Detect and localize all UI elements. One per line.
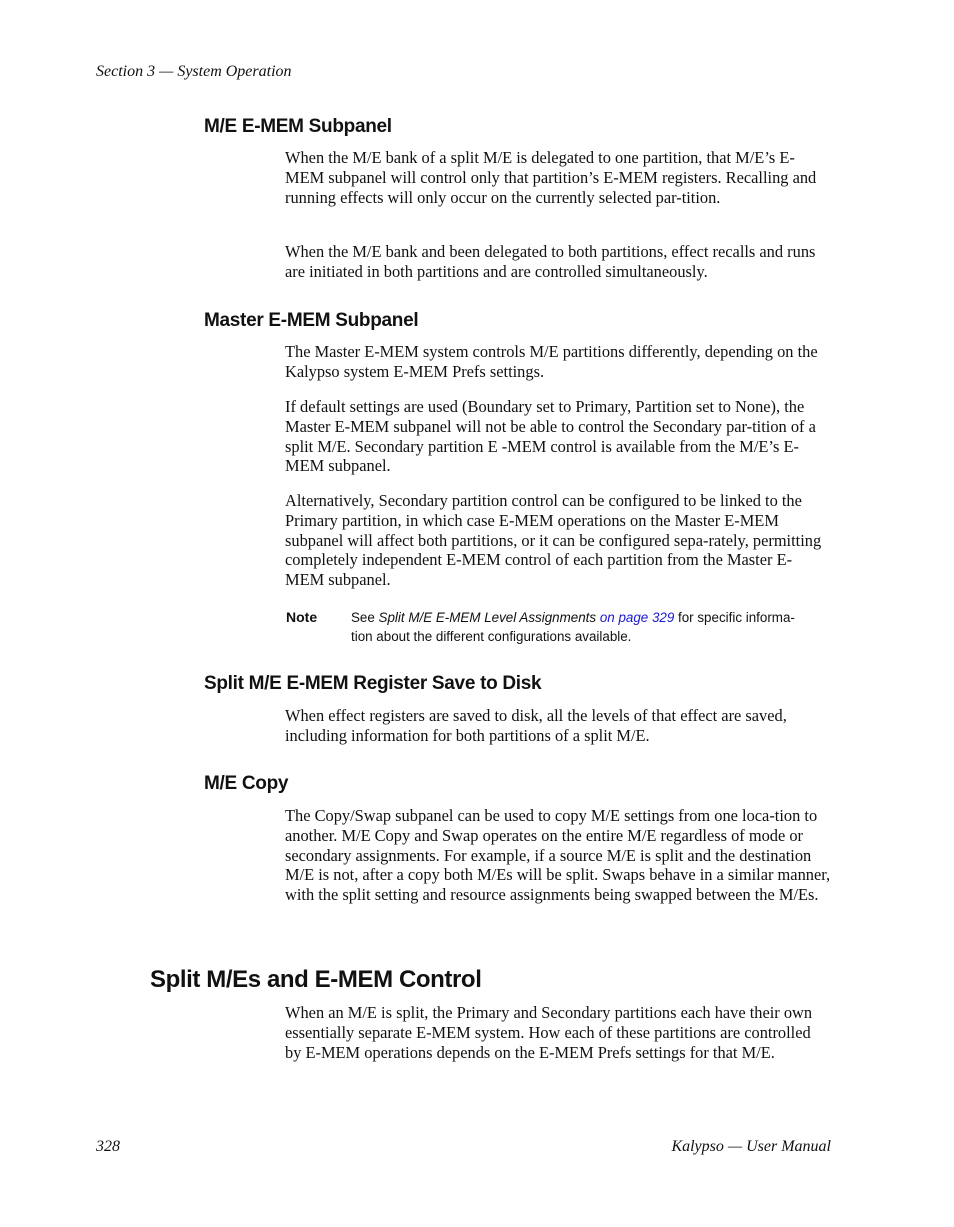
running-head: Section 3 — System Operation — [96, 63, 292, 80]
paragraph: The Master E-MEM system controls M/E partitions differently, depending on the Kalypso system E-MEM Prefs settings. — [285, 342, 818, 381]
page-number: 328 — [96, 1138, 120, 1155]
heading-split-mes-emem-control: Split M/Es and E-MEM Control — [150, 966, 482, 993]
paragraph: Alternatively, Secondary partition control can be configured to be linked to the Primary partition, in which case E-MEM operations on the Master E-MEM subpanel will affect both partitions, or it can be configured sepa-rately, permitting completely independent E-MEM control of each partition from the Master E-MEM subpanel. — [285, 491, 822, 590]
paragraph: When the M/E bank of a split M/E is delegated to one partition, that M/E’s E-MEM subpanel will control only that partition’s E-MEM registers. Recalling and running effects will only occur on the currently selected par-tition. — [285, 148, 817, 207]
paragraph: If default settings are used (Boundary set to Primary, Partition set to None), the Master E-MEM subpanel will not be able to control the Secondary par-tition of a split M/E. Secondary partition E -MEM control is available from the M/E’s E-MEM subpanel. — [285, 397, 816, 476]
note-reference-title: Split M/E E-MEM Level Assignments — [378, 610, 597, 625]
manual-title: Kalypso — User Manual — [671, 1138, 831, 1155]
note-suffix: for specific informa-tion about the different configurations available. — [351, 610, 795, 644]
note-label: Note — [286, 609, 318, 625]
heading-me-copy: M/E Copy — [204, 773, 289, 794]
heading-me-emem-subpanel: M/E E-MEM Subpanel — [204, 116, 392, 137]
paragraph: When an M/E is split, the Primary and Secondary partitions each have their own essentially separate E-MEM system. How each of these partitions are controlled by E-MEM operations depends on the E-MEM Prefs settings for that M/E. — [285, 1003, 813, 1062]
paragraph: The Copy/Swap subpanel can be used to copy M/E settings from one loca-tion to another. M/E Copy and Swap operates on the entire M/E regardless of mode or secondary assignments. For example, if a source M/E is split and the destination M/E is not, after a copy both M/Es will be split. Swaps behave in a similar manner, with the split setting and resource assignments being swapped between the M/Es. — [285, 806, 831, 905]
note-text — [351, 609, 806, 646]
paragraph: When the M/E bank and been delegated to both partitions, effect recalls and runs are initiated in both partitions and are controlled simultaneously. — [285, 242, 816, 281]
heading-master-emem-subpanel: Master E-MEM Subpanel — [204, 310, 419, 331]
page-reference-link[interactable]: on page 329 — [599, 610, 675, 625]
paragraph: When effect registers are saved to disk, all the levels of that effect are saved, including information for both partitions of a split M/E. — [285, 706, 787, 745]
heading-register-save-to-disk: Split M/E E-MEM Register Save to Disk — [204, 673, 542, 694]
note-prefix: See — [351, 610, 379, 625]
